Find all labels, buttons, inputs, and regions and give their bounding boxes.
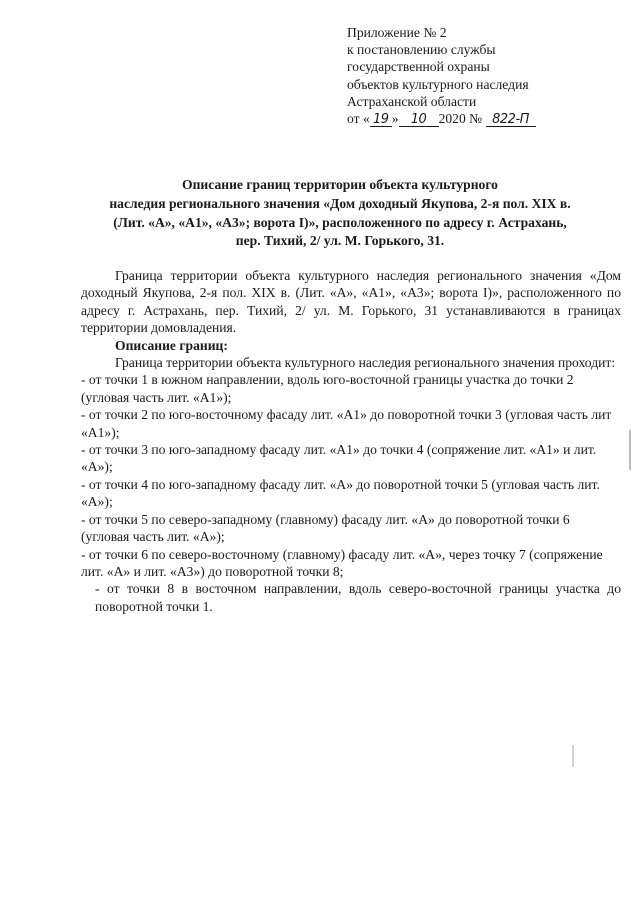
date-year: 2020 № (438, 111, 483, 127)
annex-line-1: Приложение № 2 (347, 25, 447, 40)
annex-date-line (347, 110, 617, 127)
handwritten-day: 19 (370, 113, 392, 127)
boundary-item: - от точки 1 в южном направлении, вдоль юго-восточной границы участка до точки 2 (угловая часть лит. «А1»); (81, 372, 574, 405)
boundary-item: - от точки 6 по северо-восточному (главному) фасаду лит. «А», через точку 7 (сопряжение лит. «А» и лит. «А3») до поворотной точки 8; (81, 546, 603, 579)
scan-edge-mark (629, 430, 631, 470)
scan-edge-mark (572, 745, 574, 767)
intro-paragraph: Граница территории объекта культурного наследия регионального значения «Дом доходный Якупова, 2-я пол. XIX в. (Лит. «А», «А1», «А3»; ворота I)», расположенного по адресу г. Астрахань, пер. Тихий, 2/ ул. М. Горького, 31 устанавливаются в границах территории домовладения. (81, 268, 621, 336)
title-line-3: (Лит. «А», «А1», «А3»; ворота I)», расположенного по адресу г. Астрахань, (113, 214, 567, 230)
annex-line-5: Астраханской области (347, 93, 477, 109)
boundary-item: - от точки 2 по юго-восточному фасаду лит. «А1» до поворотной точки 3 (угловая часть лит «А1»); (81, 407, 612, 440)
document-body (81, 267, 621, 615)
title-line-2: наследия регионального значения «Дом доходный Якупова, 2-я пол. XIX в. (109, 195, 571, 211)
date-separator: » (391, 111, 399, 127)
boundary-item: - от точки 5 по северо-западному (главному) фасаду лит. «А» до поворотной точки 6 (угловая часть лит. «А»); (81, 511, 570, 545)
date-prefix: от « (347, 111, 370, 127)
annex-line-3: государственной охраны (347, 59, 490, 75)
handwritten-month: 10 (399, 113, 439, 127)
title-line-4: пер. Тихий, 2/ ул. М. Горького, 31. (235, 233, 445, 249)
boundary-item: - от точки 4 по юго-западному фасаду лит. «А» до поворотной точки 5 (угловая часть лит. «А»); (81, 476, 600, 510)
document-title (60, 176, 620, 251)
annex-line-2: к постановлению службы (347, 42, 496, 58)
annex-header (347, 24, 617, 127)
boundaries-subheading: Описание границ: (115, 337, 228, 353)
lead-paragraph: Граница территории объекта культурного наследия регионального значения проходит: (115, 355, 616, 371)
boundary-item: - от точки 3 по юго-западному фасаду лит. «А1» до точки 4 (сопряжение лит. «А1» и лит. «А»); (81, 442, 597, 475)
annex-line-4: объектов культурного наследия (347, 76, 529, 92)
boundary-item: - от точки 8 в восточном направлении, вдоль северо-восточной границы участка до поворотной точки 1. (95, 581, 621, 614)
title-line-1: Описание границ территории объекта культурного (182, 177, 498, 192)
handwritten-number: 822-П (486, 113, 536, 127)
